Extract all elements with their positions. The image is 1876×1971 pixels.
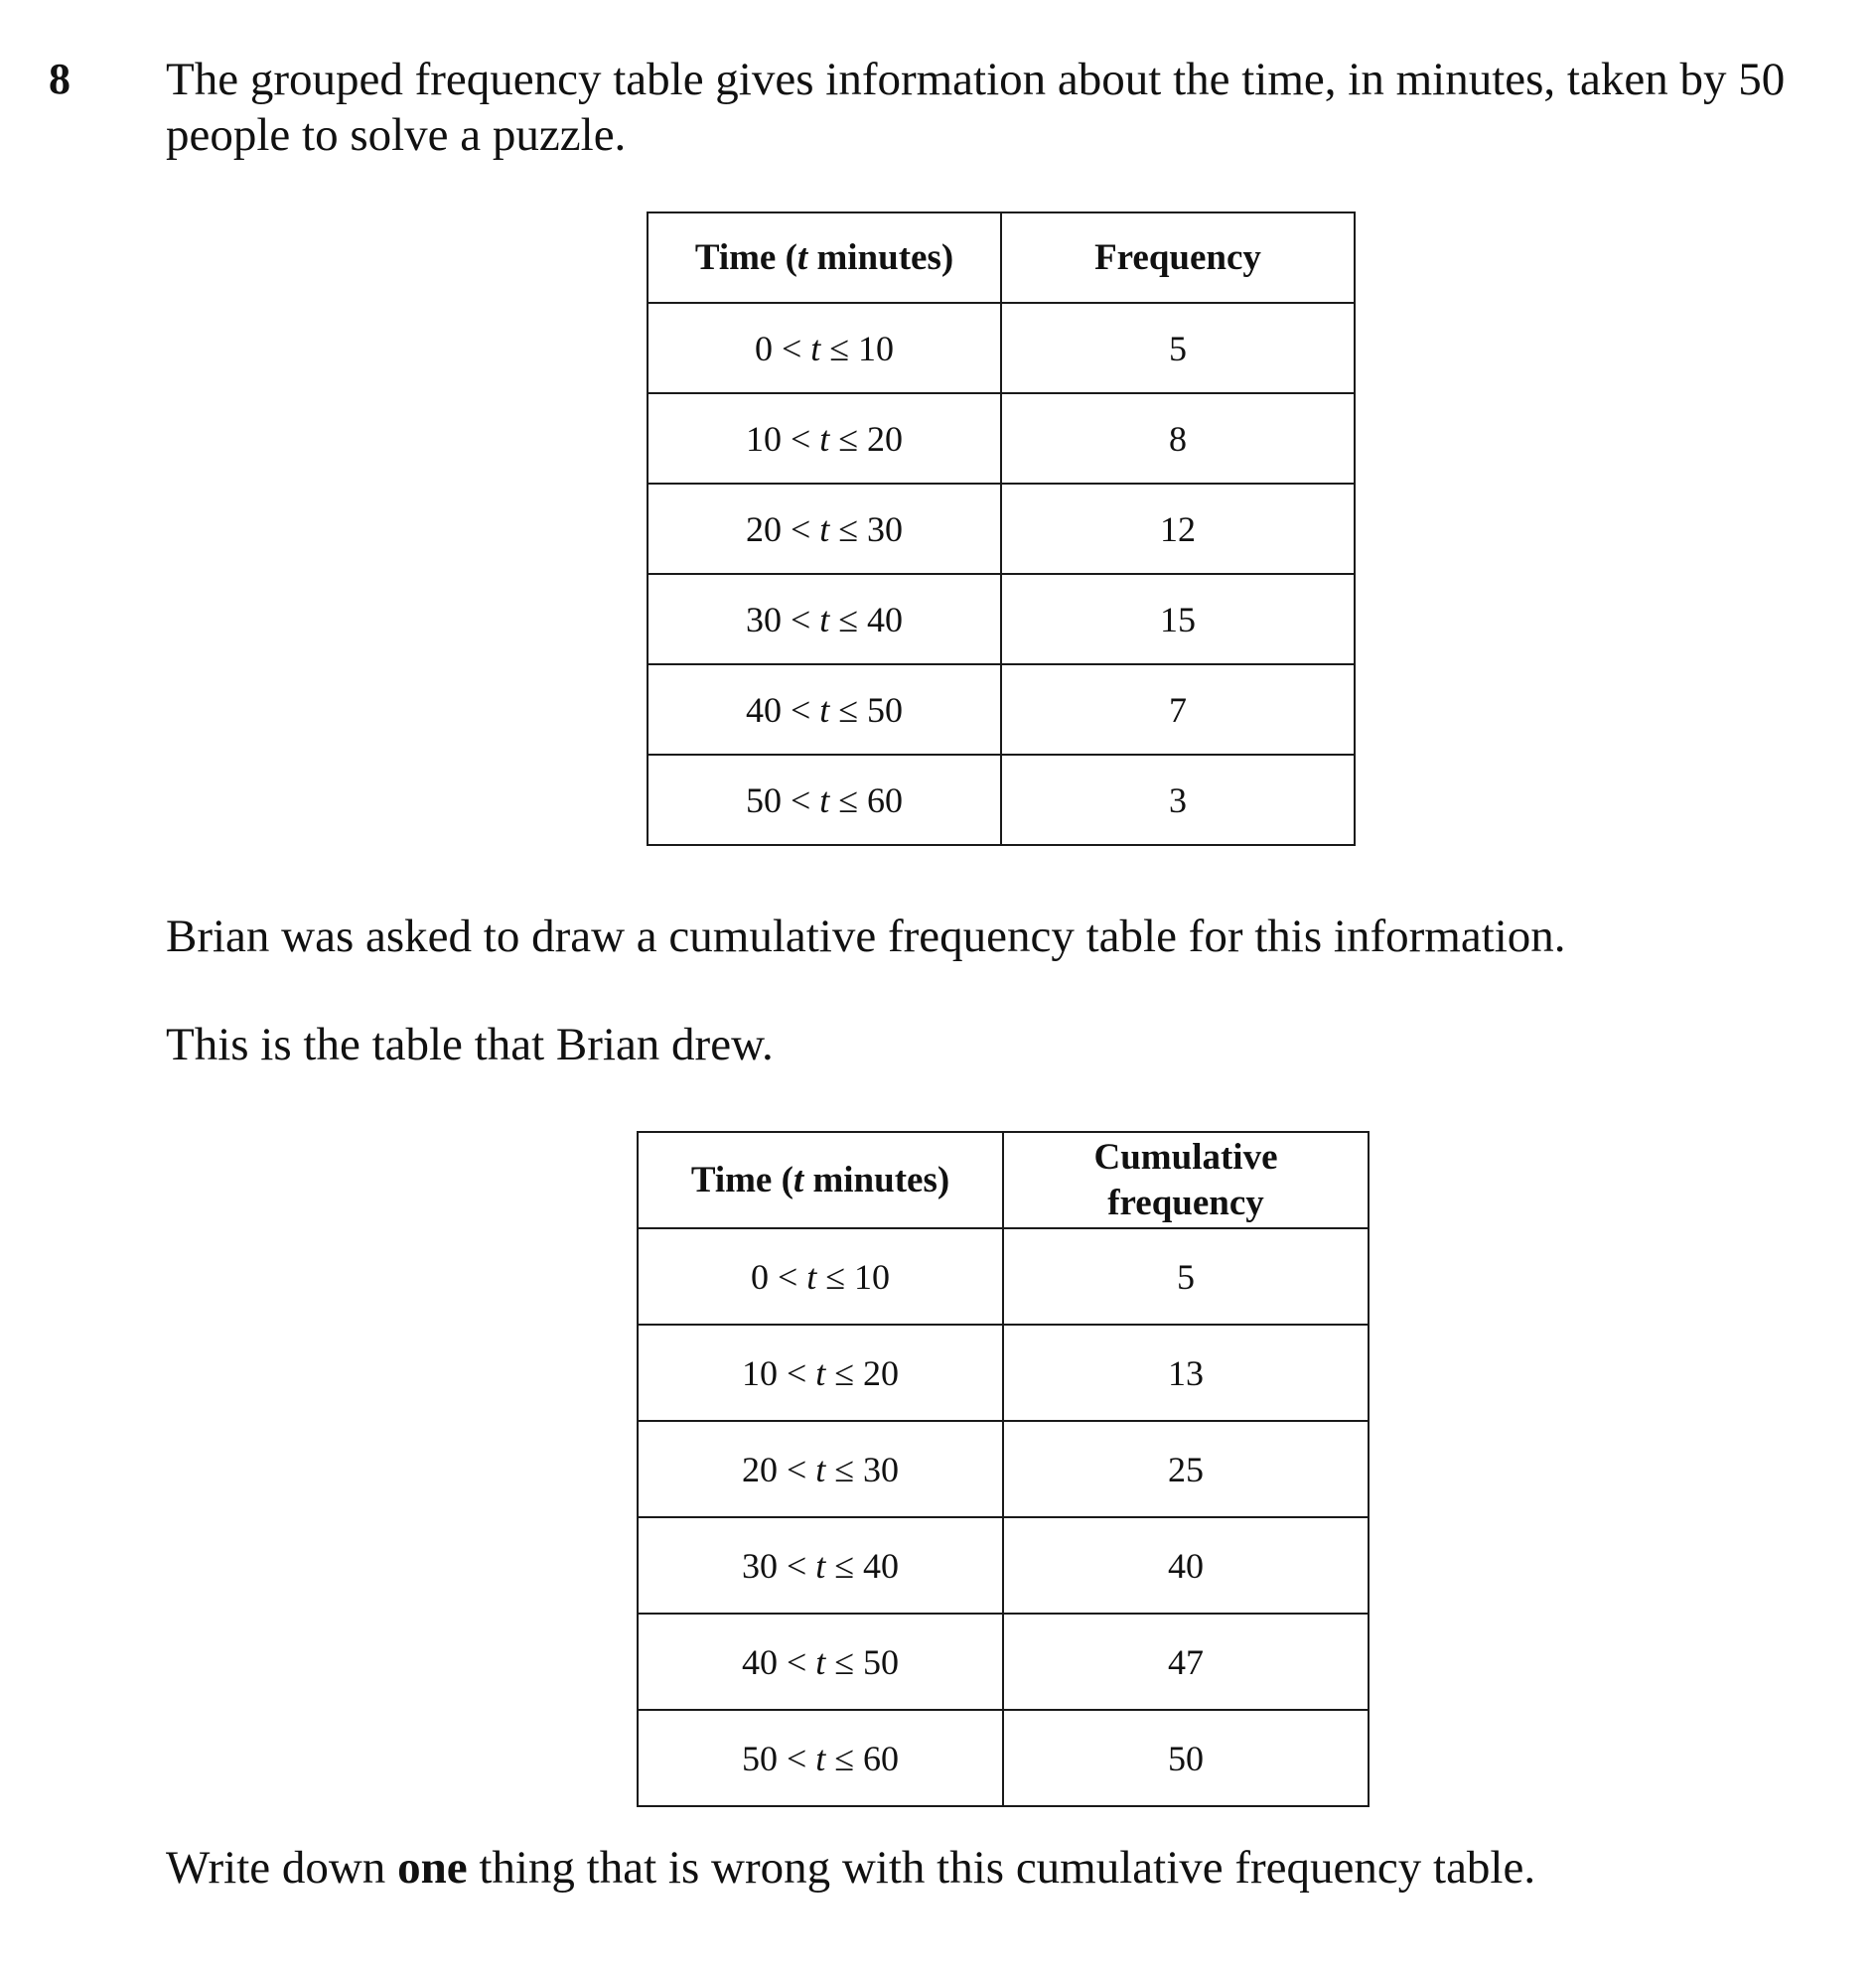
frequency-cell: 3 bbox=[1001, 755, 1355, 845]
interval-variable: t bbox=[819, 418, 830, 459]
interval-variable: t bbox=[810, 328, 821, 368]
interval-variable: t bbox=[819, 779, 830, 820]
header-variable: t bbox=[796, 236, 808, 278]
instruction-emphasis: one bbox=[397, 1842, 468, 1894]
table-row bbox=[638, 1614, 1369, 1710]
cumulative-frequency-cell: 40 bbox=[1003, 1517, 1369, 1614]
brian-drew-text: This is the table that Brian drew. bbox=[166, 1019, 774, 1070]
interval-text: ≤ 50 bbox=[829, 689, 904, 730]
table-row bbox=[648, 574, 1355, 664]
cumulative-frequency-cell: 5 bbox=[1003, 1228, 1369, 1325]
time-column-header bbox=[648, 212, 1001, 303]
time-interval-cell bbox=[638, 1710, 1003, 1806]
time-column-header bbox=[638, 1132, 1003, 1228]
interval-text: 20 < bbox=[745, 508, 820, 549]
interval-text: ≤ 30 bbox=[825, 1449, 900, 1489]
time-interval-cell bbox=[648, 484, 1001, 574]
time-interval-cell bbox=[648, 303, 1001, 393]
table-row bbox=[638, 1325, 1369, 1421]
table-header-row bbox=[638, 1132, 1369, 1228]
frequency-table bbox=[647, 211, 1356, 846]
header-text: Time ( bbox=[694, 236, 797, 278]
frequency-column-header: Frequency bbox=[1001, 212, 1355, 303]
interval-text: 30 < bbox=[745, 599, 820, 639]
frequency-cell: 15 bbox=[1001, 574, 1355, 664]
time-interval-cell bbox=[648, 574, 1001, 664]
interval-text: ≤ 60 bbox=[825, 1738, 900, 1778]
instruction-text bbox=[166, 1840, 1535, 1896]
interval-variable: t bbox=[815, 1641, 826, 1682]
cumulative-frequency-cell: 47 bbox=[1003, 1614, 1369, 1710]
interval-variable: t bbox=[815, 1352, 826, 1393]
interval-text: 50 < bbox=[741, 1738, 816, 1778]
time-interval-cell bbox=[638, 1421, 1003, 1517]
interval-text: 40 < bbox=[741, 1641, 816, 1682]
header-line-1: Cumulative bbox=[1093, 1136, 1278, 1178]
interval-variable: t bbox=[819, 599, 830, 639]
interval-text: 30 < bbox=[741, 1545, 816, 1586]
interval-variable: t bbox=[819, 689, 830, 730]
interval-text: ≤ 10 bbox=[820, 328, 895, 368]
question-number: 8 bbox=[49, 55, 71, 103]
interval-text: 10 < bbox=[741, 1352, 816, 1393]
table-row bbox=[648, 664, 1355, 755]
time-interval-cell bbox=[638, 1228, 1003, 1325]
frequency-cell: 7 bbox=[1001, 664, 1355, 755]
frequency-cell: 12 bbox=[1001, 484, 1355, 574]
interval-text: ≤ 60 bbox=[829, 779, 904, 820]
cumulative-frequency-column-header bbox=[1003, 1132, 1369, 1228]
interval-variable: t bbox=[806, 1256, 817, 1297]
time-interval-cell bbox=[638, 1325, 1003, 1421]
interval-text: 50 < bbox=[745, 779, 820, 820]
header-variable: t bbox=[793, 1159, 804, 1200]
time-interval-cell bbox=[638, 1517, 1003, 1614]
header-text: Time ( bbox=[690, 1159, 794, 1200]
interval-text: ≤ 40 bbox=[825, 1545, 900, 1586]
brian-asked-text: Brian was asked to draw a cumulative frequency table for this information. bbox=[166, 911, 1566, 962]
interval-text: ≤ 50 bbox=[825, 1641, 900, 1682]
table-row bbox=[638, 1228, 1369, 1325]
interval-text: ≤ 30 bbox=[829, 508, 904, 549]
interval-text: ≤ 20 bbox=[825, 1352, 900, 1393]
header-text: minutes) bbox=[803, 1159, 950, 1200]
interval-variable: t bbox=[815, 1449, 826, 1489]
instruction-part: thing that is wrong with this cumulative frequency table. bbox=[467, 1842, 1536, 1894]
table-row bbox=[648, 303, 1355, 393]
time-interval-cell bbox=[648, 393, 1001, 484]
interval-text: 10 < bbox=[745, 418, 820, 459]
cumulative-frequency-table bbox=[637, 1131, 1370, 1807]
interval-text: 20 < bbox=[741, 1449, 816, 1489]
table-row bbox=[638, 1421, 1369, 1517]
question-intro: The grouped frequency table gives information about the time, in minutes, taken by 50 people to solve a puzzle. bbox=[166, 54, 1786, 161]
interval-text: ≤ 10 bbox=[816, 1256, 891, 1297]
cumulative-frequency-cell: 50 bbox=[1003, 1710, 1369, 1806]
table-row bbox=[638, 1517, 1369, 1614]
interval-variable: t bbox=[819, 508, 830, 549]
table-row bbox=[648, 484, 1355, 574]
interval-text: 40 < bbox=[745, 689, 820, 730]
interval-text: ≤ 20 bbox=[829, 418, 904, 459]
time-interval-cell bbox=[638, 1614, 1003, 1710]
interval-text: 0 < bbox=[754, 328, 811, 368]
table-row bbox=[638, 1710, 1369, 1806]
frequency-cell: 8 bbox=[1001, 393, 1355, 484]
time-interval-cell bbox=[648, 664, 1001, 755]
table-header-row bbox=[648, 212, 1355, 303]
table-row bbox=[648, 393, 1355, 484]
cumulative-frequency-cell: 13 bbox=[1003, 1325, 1369, 1421]
cumulative-frequency-cell: 25 bbox=[1003, 1421, 1369, 1517]
table-row bbox=[648, 755, 1355, 845]
header-line-2: frequency bbox=[1107, 1182, 1264, 1223]
interval-variable: t bbox=[815, 1545, 826, 1586]
interval-variable: t bbox=[815, 1738, 826, 1778]
instruction-part: Write down bbox=[166, 1842, 398, 1894]
frequency-cell: 5 bbox=[1001, 303, 1355, 393]
interval-text: ≤ 40 bbox=[829, 599, 904, 639]
time-interval-cell bbox=[648, 755, 1001, 845]
interval-text: 0 < bbox=[750, 1256, 807, 1297]
header-text: minutes) bbox=[807, 236, 954, 278]
